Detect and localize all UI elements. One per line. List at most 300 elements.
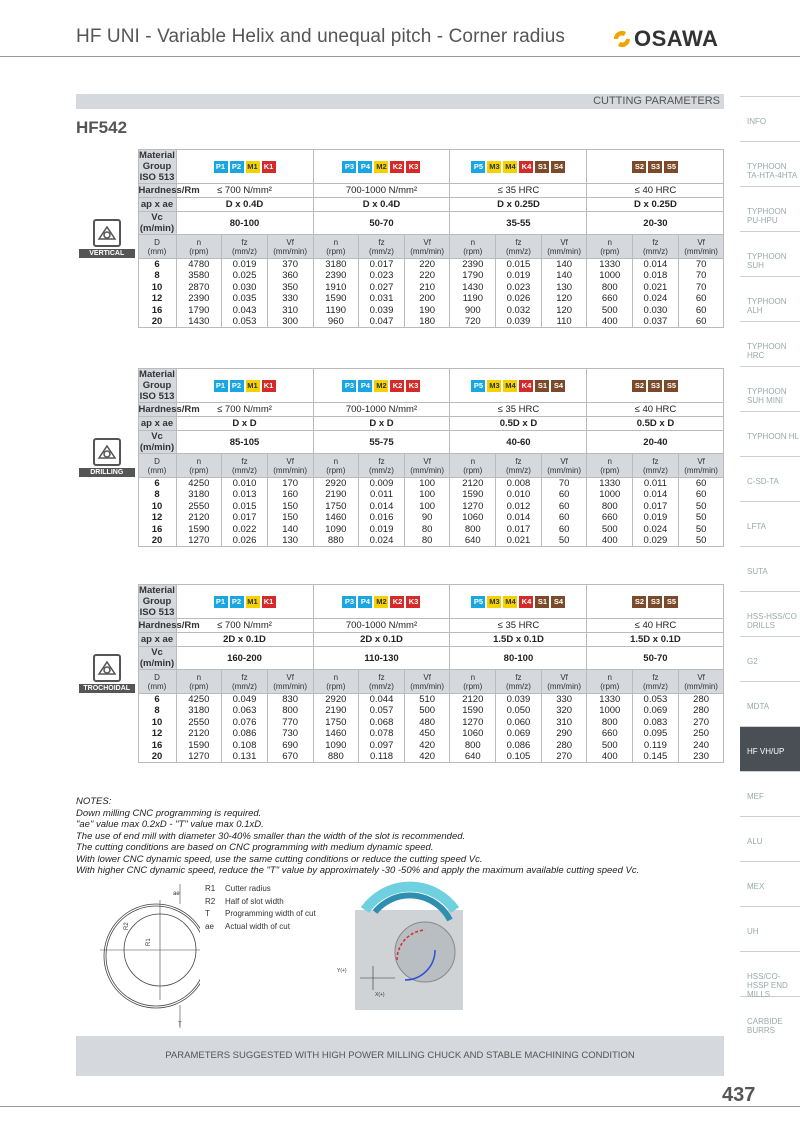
iso-badge: M4 (505, 380, 516, 390)
iso-badge: S5 (664, 161, 678, 173)
sidebar-item[interactable]: TYPHOON HRC (740, 321, 800, 366)
legend-key: R2 (205, 896, 216, 906)
iso-badge: S3 (648, 596, 662, 608)
col-diameter-unit: (mm) (147, 465, 167, 475)
value-cell: 0.019 (633, 512, 679, 524)
iso-group-cell (587, 369, 724, 403)
iso-badge: P4 (358, 161, 372, 173)
sidebar-item[interactable]: MEX (740, 861, 800, 906)
legend-item (205, 883, 316, 896)
value-cell: 0.024 (633, 524, 679, 536)
vc-label: Vc (m/min) (139, 212, 175, 234)
value-cell: 1000 (587, 270, 633, 282)
value-cell: 1330 (587, 259, 633, 271)
iso-badge: M3 (489, 596, 500, 606)
value-cell: 0.037 (633, 316, 679, 328)
col-feed-rate-unit: (mm/min) (684, 465, 718, 475)
iso-badge: P2 (230, 380, 244, 392)
col-speed (313, 235, 359, 259)
value-cell: 220 (404, 259, 450, 271)
legend-text: Programming width of cut (225, 909, 316, 918)
value-cell: 270 (541, 751, 587, 763)
col-feed-rate-symbol: Vf (423, 456, 431, 466)
iso-badge: M4 (505, 596, 516, 606)
value-cell: 0.047 (359, 316, 405, 328)
value-cell: 2870 (176, 282, 222, 294)
material-group-header (138, 369, 176, 403)
col-speed-symbol: n (607, 672, 612, 682)
iso-badge: S1 (535, 380, 549, 392)
iso-badge: K3 (406, 380, 420, 392)
iso-group-cell (450, 150, 587, 184)
value-cell: 240 (678, 740, 724, 752)
value-cell: 0.011 (359, 489, 405, 501)
value-cell: 350 (267, 282, 313, 294)
iso-badge: K3 (406, 596, 420, 608)
value-cell: 0.018 (633, 270, 679, 282)
value-cell: 0.050 (496, 705, 542, 717)
value-cell: 50 (678, 535, 724, 547)
apae-label: ap x ae (138, 633, 176, 647)
diagram-legend (205, 883, 316, 933)
value-cell: 250 (678, 728, 724, 740)
value-cell: 660 (587, 728, 633, 740)
table-row (76, 316, 724, 328)
value-cell: 50 (678, 524, 724, 536)
value-cell: 0.023 (359, 270, 405, 282)
table-row (76, 694, 724, 706)
apae-value: D x 0.25D (587, 198, 724, 212)
iso-badge: S4 (551, 596, 565, 608)
iso-badge: S3 (648, 380, 662, 392)
apae-value: 2D x 0.1D (176, 633, 313, 647)
table-row (76, 305, 724, 317)
value-cell: 1090 (313, 740, 359, 752)
value-cell: 50 (678, 512, 724, 524)
value-cell: 3580 (176, 270, 222, 282)
value-cell: 0.069 (633, 705, 679, 717)
operation-drilling-icon (79, 438, 135, 477)
iso-badge: P1 (214, 380, 228, 392)
brand-name: OSAWA (634, 26, 719, 51)
sidebar-item[interactable]: HSS/CO-HSSP END MILLS (740, 951, 800, 996)
col-diameter-symbol: D (154, 672, 160, 682)
value-cell: 0.063 (222, 705, 268, 717)
iso-badge: P3 (342, 596, 356, 608)
sidebar-item[interactable]: TYPHOON SUH (740, 231, 800, 276)
value-cell: 2120 (450, 478, 496, 490)
value-cell: 0.012 (496, 501, 542, 513)
sidebar-item[interactable]: CARBIDE BURRS (740, 996, 800, 1041)
value-cell: 0.083 (633, 717, 679, 729)
col-speed-unit: (rpm) (600, 246, 620, 256)
value-cell: 2390 (313, 270, 359, 282)
sidebar-item[interactable]: ALU (740, 816, 800, 861)
col-feed-rate-unit: (mm/min) (547, 681, 581, 691)
iso-group-cell (450, 585, 587, 619)
col-feed-rate-unit: (mm/min) (273, 465, 308, 475)
iso-badge: M3 (489, 380, 500, 390)
col-feed-per-tooth-unit: (mm/z) (369, 465, 394, 475)
table-row (76, 717, 724, 729)
iso-group-cell (176, 585, 313, 619)
table-row (76, 728, 724, 740)
col-feed-rate-symbol: Vf (423, 237, 431, 247)
col-feed-rate (404, 235, 450, 259)
value-cell: 0.022 (222, 524, 268, 536)
value-cell: 320 (541, 705, 587, 717)
value-cell: 0.068 (359, 717, 405, 729)
iso-badge: P5 (471, 161, 485, 173)
value-cell: 80 (404, 524, 450, 536)
iso-group-cell (176, 369, 313, 403)
vc-value: 55-75 (313, 431, 450, 454)
value-cell: 420 (404, 751, 450, 763)
value-cell: 0.019 (359, 524, 405, 536)
iso-badge: M2 (376, 380, 387, 390)
table-row (76, 501, 724, 513)
value-cell: 280 (541, 740, 587, 752)
value-cell: 800 (587, 282, 633, 294)
cutting-table-vertical (76, 149, 724, 328)
value-cell: 360 (267, 270, 313, 282)
hardness-label: Hardness/Rm (138, 404, 200, 415)
value-cell: 0.025 (222, 270, 268, 282)
sidebar-item[interactable]: LFTA (740, 501, 800, 546)
footer-bar (76, 1036, 724, 1076)
vc-value: 20-30 (587, 212, 724, 235)
value-cell: 140 (541, 270, 587, 282)
sidebar-item[interactable]: INFO (740, 96, 800, 141)
value-cell: 170 (267, 478, 313, 490)
value-cell: 0.086 (496, 740, 542, 752)
value-cell: 1270 (176, 751, 222, 763)
value-cell: 1000 (587, 705, 633, 717)
value-cell: 0.053 (633, 694, 679, 706)
value-cell: 0.024 (359, 535, 405, 547)
col-speed-unit: (rpm) (189, 681, 209, 691)
value-cell: 0.105 (496, 751, 542, 763)
value-cell: 1430 (450, 282, 496, 294)
section-label: CUTTING PARAMETERS (593, 95, 720, 107)
value-cell: 0.035 (222, 293, 268, 305)
table-row (76, 524, 724, 536)
value-cell: 0.014 (359, 501, 405, 513)
operation-label: VERTICAL (79, 249, 135, 258)
hardness-value: ≤ 40 HRC (587, 619, 724, 633)
value-cell: 2390 (176, 293, 222, 305)
value-cell: 0.021 (633, 282, 679, 294)
value-cell: 310 (267, 305, 313, 317)
col-feed-rate (404, 454, 450, 478)
legend-item (205, 921, 316, 934)
col-feed-rate-unit: (mm/min) (410, 246, 445, 256)
col-speed (587, 670, 633, 694)
apae-value: D x 0.4D (313, 198, 450, 212)
value-cell: 400 (587, 751, 633, 763)
sidebar-item[interactable]: TYPHOON TA-HTA-4HTA (740, 141, 800, 186)
iso-badge: M4 (505, 161, 516, 171)
hardness-value: ≤ 35 HRC (450, 619, 587, 633)
iso-group-cell (587, 150, 724, 184)
value-cell: 0.118 (359, 751, 405, 763)
iso-badge: P2 (230, 161, 244, 173)
col-diameter-unit: (mm) (147, 681, 167, 691)
value-cell: 800 (450, 524, 496, 536)
value-cell: 120 (541, 305, 587, 317)
value-cell: 280 (678, 694, 724, 706)
iso-badge: K4 (519, 596, 533, 608)
value-cell: 0.023 (496, 282, 542, 294)
sidebar-item[interactable]: SUTA (740, 546, 800, 591)
col-speed-unit: (rpm) (189, 246, 209, 256)
trochoidal-geometry-diagram (100, 880, 200, 1030)
iso-badge: S4 (551, 161, 565, 173)
vc-value: 80-100 (450, 647, 587, 670)
table-row (76, 259, 724, 271)
value-cell: 800 (267, 705, 313, 717)
legend-item (205, 908, 316, 921)
value-cell: 800 (450, 740, 496, 752)
table-row (76, 740, 724, 752)
apae-label: ap x ae (138, 417, 176, 431)
value-cell: 0.008 (496, 478, 542, 490)
col-diameter (138, 235, 176, 259)
value-cell: 100 (404, 478, 450, 490)
col-feed-per-tooth-symbol: fz (241, 672, 248, 682)
value-cell: 2920 (313, 694, 359, 706)
diameter-cell: 6 (138, 478, 176, 490)
diameter-cell: 16 (138, 305, 176, 317)
value-cell: 0.029 (633, 535, 679, 547)
col-feed-rate-symbol: Vf (423, 672, 431, 682)
value-cell: 0.015 (222, 501, 268, 513)
sidebar-item[interactable]: HF VH/UP (740, 726, 800, 771)
col-feed-per-tooth-symbol: fz (378, 672, 385, 682)
sidebar-item[interactable]: TYPHOON SUH MINI (740, 366, 800, 411)
diameter-cell: 20 (138, 535, 176, 547)
note-line: With higher CNC dynamic speed, reduce the "T" value by approximately -30 -50% and apply the maximum available cutting speed Vc. (76, 865, 640, 876)
value-cell: 0.026 (222, 535, 268, 547)
iso-badge: K2 (390, 380, 404, 392)
hardness-value: ≤ 700 N/mm² (176, 403, 313, 417)
value-cell: 130 (267, 535, 313, 547)
hardness-label: Hardness/Rm (138, 185, 200, 196)
iso-group-cell (313, 585, 450, 619)
diameter-cell: 20 (138, 751, 176, 763)
value-cell: 640 (450, 751, 496, 763)
value-cell: 800 (587, 501, 633, 513)
col-feed-per-tooth (633, 454, 679, 478)
value-cell: 130 (541, 282, 587, 294)
page-title: HF UNI - Variable Helix and unequal pitch - Corner radius (76, 26, 566, 47)
value-cell: 0.026 (496, 293, 542, 305)
iso-badge: M2 (376, 161, 387, 171)
value-cell: 60 (541, 524, 587, 536)
value-cell: 0.019 (496, 270, 542, 282)
value-cell: 4250 (176, 478, 222, 490)
value-cell: 830 (267, 694, 313, 706)
col-feed-rate-unit: (mm/min) (273, 246, 308, 256)
iso-badge: S4 (551, 380, 565, 392)
col-speed-symbol: n (333, 237, 339, 247)
brand-logo (612, 26, 718, 52)
col-feed-per-tooth-unit: (mm/z) (232, 465, 257, 475)
sidebar-item[interactable]: TYPHOON ALH (740, 276, 800, 321)
value-cell: 180 (404, 316, 450, 328)
diameter-cell: 8 (138, 270, 176, 282)
value-cell: 140 (541, 259, 587, 271)
value-cell: 690 (267, 740, 313, 752)
value-cell: 310 (541, 717, 587, 729)
value-cell: 0.039 (496, 694, 542, 706)
value-cell: 0.027 (359, 282, 405, 294)
col-feed-per-tooth-unit: (mm/z) (369, 681, 394, 691)
col-diameter-unit: (mm) (147, 246, 167, 256)
value-cell: 670 (267, 751, 313, 763)
col-feed-per-tooth-unit: (mm/z) (506, 465, 531, 475)
value-cell: 0.053 (222, 316, 268, 328)
value-cell: 200 (404, 293, 450, 305)
value-cell: 1590 (176, 524, 222, 536)
iso-badge: K2 (390, 596, 404, 608)
value-cell: 660 (587, 512, 633, 524)
value-cell: 0.097 (359, 740, 405, 752)
value-cell: 0.095 (633, 728, 679, 740)
apae-value: 1.5D x 0.1D (587, 633, 724, 647)
value-cell: 1060 (450, 512, 496, 524)
value-cell: 420 (404, 740, 450, 752)
sidebar-item[interactable]: TYPHOON PU-HPU (740, 186, 800, 231)
operation-label: TROCHOIDAL (79, 684, 135, 693)
apae-value: 2D x 0.1D (313, 633, 450, 647)
col-speed (450, 235, 496, 259)
sidebar-item[interactable]: HSS-HSS/CO DRILLS (740, 591, 800, 636)
value-cell: 1590 (450, 705, 496, 717)
sidebar-item[interactable]: MDTA (740, 681, 800, 726)
col-speed-unit: (rpm) (600, 681, 620, 691)
iso-badge: M1 (247, 161, 258, 171)
sidebar-item[interactable]: G2 (740, 636, 800, 681)
col-feed-per-tooth-symbol: fz (515, 456, 522, 466)
value-cell: 1000 (587, 489, 633, 501)
sidebar-item[interactable]: C-SD-TA (740, 456, 800, 501)
vc-label: Vc (m/min) (139, 431, 175, 453)
value-cell: 0.017 (633, 501, 679, 513)
sidebar-item[interactable]: TYPHOON HL (740, 411, 800, 456)
value-cell: 1460 (313, 512, 359, 524)
legend-key: T (205, 909, 210, 918)
value-cell: 290 (541, 728, 587, 740)
vc-value: 50-70 (313, 212, 450, 235)
legend-key: ae (205, 921, 214, 931)
operation-vertical-icon (79, 219, 135, 258)
page-number: 437 (722, 1084, 756, 1106)
col-speed-symbol: n (196, 456, 202, 466)
operation-label: DRILLING (79, 468, 135, 477)
col-feed-per-tooth-symbol: fz (515, 237, 522, 247)
col-feed-rate-symbol: Vf (697, 456, 705, 466)
value-cell: 0.145 (633, 751, 679, 763)
col-feed-rate-symbol: Vf (286, 237, 294, 247)
table-row (76, 751, 724, 763)
value-cell: 0.108 (222, 740, 268, 752)
iso-badge: P5 (471, 596, 485, 608)
iso-badge: P1 (214, 596, 228, 608)
value-cell: 50 (541, 535, 587, 547)
col-feed-per-tooth (359, 454, 405, 478)
value-cell: 50 (678, 501, 724, 513)
value-cell: 0.021 (496, 535, 542, 547)
hardness-value: 700-1000 N/mm² (313, 619, 450, 633)
iso-badge: K4 (519, 161, 533, 173)
iso-group-cell (176, 150, 313, 184)
col-speed (587, 235, 633, 259)
vc-value: 80-100 (176, 212, 313, 235)
value-cell: 2120 (176, 512, 222, 524)
iso-group-cell (587, 585, 724, 619)
col-feed-per-tooth-unit: (mm/z) (232, 681, 257, 691)
sidebar-item[interactable]: UH (740, 906, 800, 951)
value-cell: 400 (587, 535, 633, 547)
value-cell: 120 (541, 293, 587, 305)
value-cell: 1790 (450, 270, 496, 282)
value-cell: 1190 (450, 293, 496, 305)
value-cell: 0.030 (633, 305, 679, 317)
diameter-cell: 10 (138, 282, 176, 294)
iso-badge: P4 (358, 596, 372, 608)
osawa-logo-icon (612, 29, 632, 49)
col-feed-per-tooth (496, 670, 542, 694)
value-cell: 0.024 (633, 293, 679, 305)
apae-value: 0.5D x D (450, 417, 587, 431)
value-cell: 400 (587, 316, 633, 328)
table-row (76, 478, 724, 490)
value-cell: 640 (450, 535, 496, 547)
diameter-cell: 16 (138, 740, 176, 752)
value-cell: 330 (267, 293, 313, 305)
hardness-value: ≤ 40 HRC (587, 184, 724, 198)
value-cell: 100 (404, 501, 450, 513)
sidebar-item[interactable]: MEF (740, 771, 800, 816)
value-cell: 880 (313, 535, 359, 547)
col-feed-rate-symbol: Vf (697, 672, 705, 682)
col-feed-rate-unit: (mm/min) (684, 246, 718, 256)
vc-value: 40-60 (450, 431, 587, 454)
value-cell: 0.032 (496, 305, 542, 317)
col-speed (176, 235, 222, 259)
col-feed-per-tooth-symbol: fz (652, 237, 659, 247)
col-feed-per-tooth-unit: (mm/z) (506, 681, 531, 691)
model-code: HF542 (76, 118, 128, 137)
iso-badge: K2 (390, 161, 404, 173)
iso-badge: M1 (247, 596, 258, 606)
col-feed-per-tooth (222, 235, 268, 259)
legend-text: Actual width of cut (225, 921, 290, 931)
diameter-cell: 12 (138, 293, 176, 305)
legend-item (205, 896, 316, 909)
value-cell: 0.019 (222, 259, 268, 271)
value-cell: 210 (404, 282, 450, 294)
value-cell: 70 (678, 270, 724, 282)
col-feed-rate-symbol: Vf (560, 456, 568, 466)
notes-block (76, 796, 639, 877)
cutting-table-trochoidal (76, 584, 724, 763)
value-cell: 90 (404, 512, 450, 524)
col-feed-rate-symbol: Vf (286, 456, 294, 466)
value-cell: 1270 (450, 501, 496, 513)
col-feed-per-tooth (359, 670, 405, 694)
